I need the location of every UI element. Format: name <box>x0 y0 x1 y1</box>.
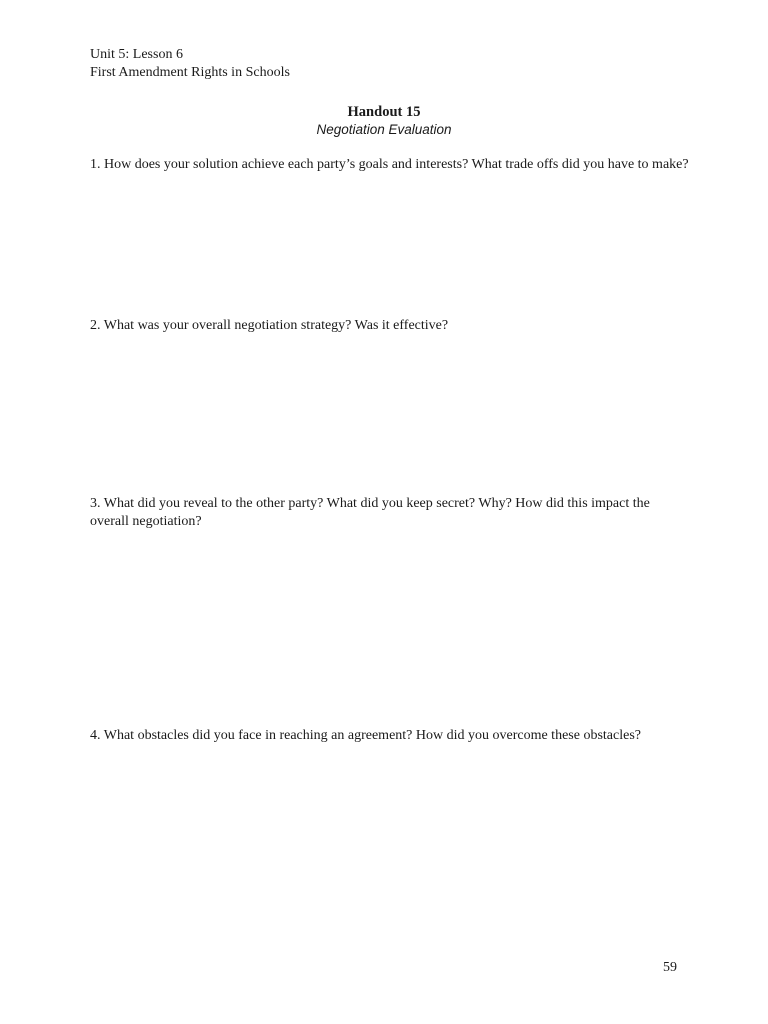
course-title: First Amendment Rights in Schools <box>90 65 290 80</box>
handout-title-block <box>0 103 768 139</box>
page-number: 59 <box>663 960 677 975</box>
handout-subtitle: Negotiation Evaluation <box>316 122 452 137</box>
question-1: 1. How does your solution achieve each party’s goals and interests? What trade offs did you have to make? <box>90 157 689 172</box>
unit-lesson-label: Unit 5: Lesson 6 <box>90 47 183 62</box>
question-3: 3. What did you reveal to the other party? What did you keep secret? Why? How did this impact the overall negotiation? <box>90 496 650 529</box>
handout-title: Handout 15 <box>347 104 421 120</box>
question-4: 4. What obstacles did you face in reaching an agreement? How did you overcome these obstacles? <box>90 728 641 743</box>
question-2: 2. What was your overall negotiation strategy? Was it effective? <box>90 318 449 333</box>
page-header <box>90 46 290 82</box>
